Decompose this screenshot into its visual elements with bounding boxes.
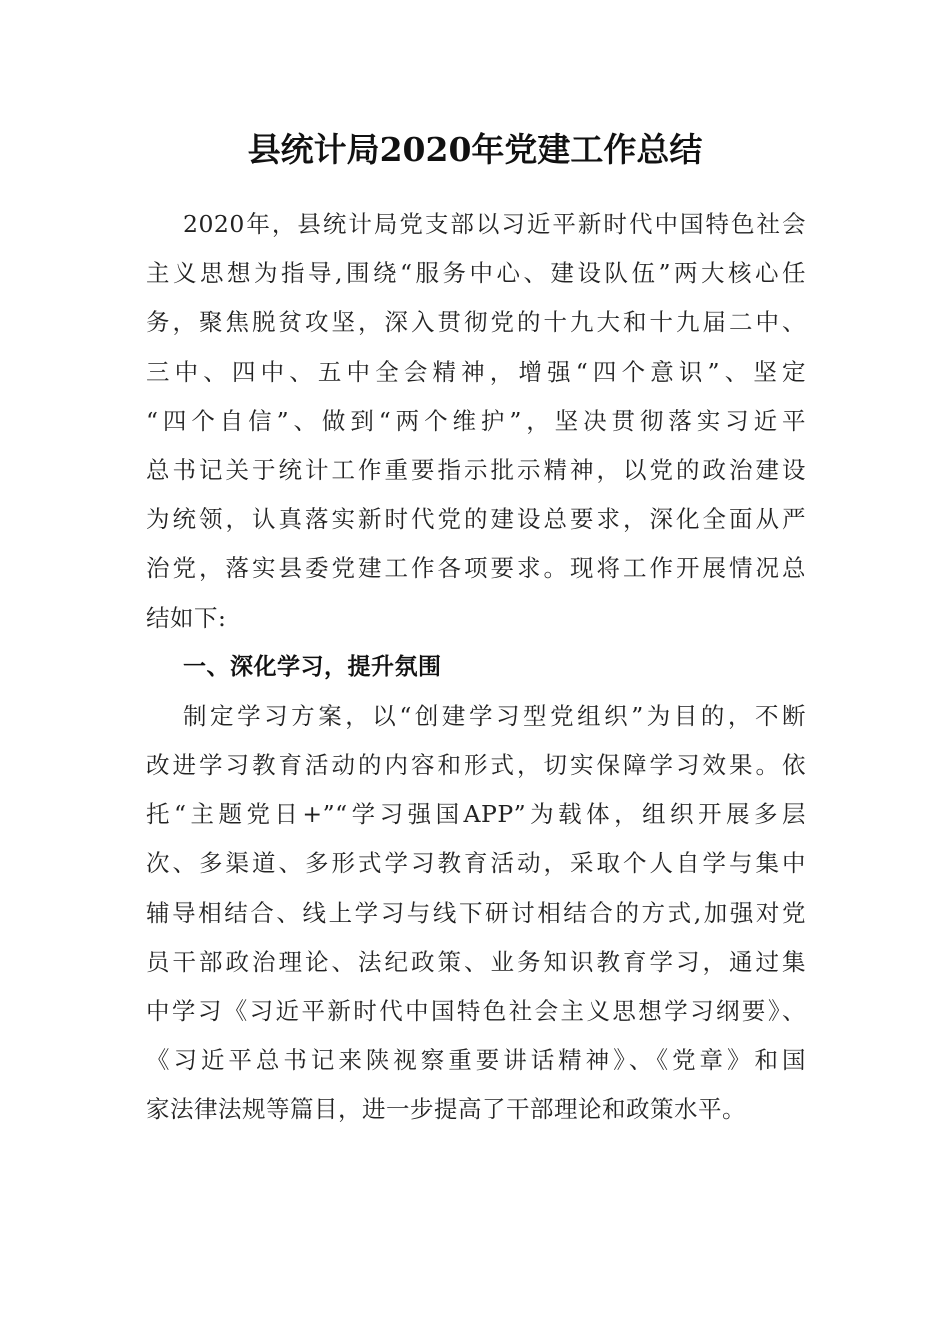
text-line: 中学习《习近平新时代中国特色社会主义思想学习纲要》、 xyxy=(146,997,806,1025)
text-line: 为统领，认真落实新时代党的建设总要求，深化全面从严 xyxy=(146,505,806,534)
text-line: 制定学习方案，以“创建学习型党组织”为目的，不断 xyxy=(183,701,806,730)
document-title: 县统计局2020年党建工作总结 xyxy=(247,130,703,169)
text-line: 次、多渠道、多形式学习教育活动，采取个人自学与集中 xyxy=(146,849,806,878)
paragraph-study xyxy=(146,692,806,1135)
text-line: 《习近平总书记来陕视察重要讲话精神》、《党章》和国 xyxy=(146,1046,806,1075)
section-heading: 一、深化学习，提升氛围 xyxy=(183,653,442,680)
text-line: “四个自信”、做到“两个维护”，坚决贯彻落实习近平 xyxy=(146,406,806,435)
text-line: 托“主题党日+”“学习强国APP”为载体，组织开展多层 xyxy=(146,800,806,829)
text-line: 2020年，县统计局党支部以习近平新时代中国特色社会 xyxy=(183,210,806,238)
text-line: 改进学习教育活动的内容和形式，切实保障学习效果。依 xyxy=(146,751,806,780)
text-line: 三中、四中、五中全会精神，增强“四个意识”、坚定 xyxy=(146,357,806,386)
text-line: 员干部政治理论、法纪政策、业务知识教育学习，通过集 xyxy=(146,947,806,976)
text-line: 主义思想为指导,围绕“服务中心、建设队伍”两大核心任 xyxy=(146,259,806,288)
text-line: 家法律法规等篇目，进一步提高了干部理论和政策水平。 xyxy=(146,1095,746,1124)
text-line: 治党，落实县委党建工作各项要求。现将工作开展情况总 xyxy=(146,554,806,583)
document-body xyxy=(146,200,806,1135)
text-line: 辅导相结合、线上学习与线下研讨相结合的方式,加强对党 xyxy=(146,898,806,927)
text-line: 务，聚焦脱贫攻坚，深入贯彻党的十九大和十九届二中、 xyxy=(146,308,806,337)
text-line: 结如下: xyxy=(146,603,227,632)
text-line: 总书记关于统计工作重要指示批示精神，以党的政治建设 xyxy=(146,455,806,484)
paragraph-intro xyxy=(146,200,806,643)
